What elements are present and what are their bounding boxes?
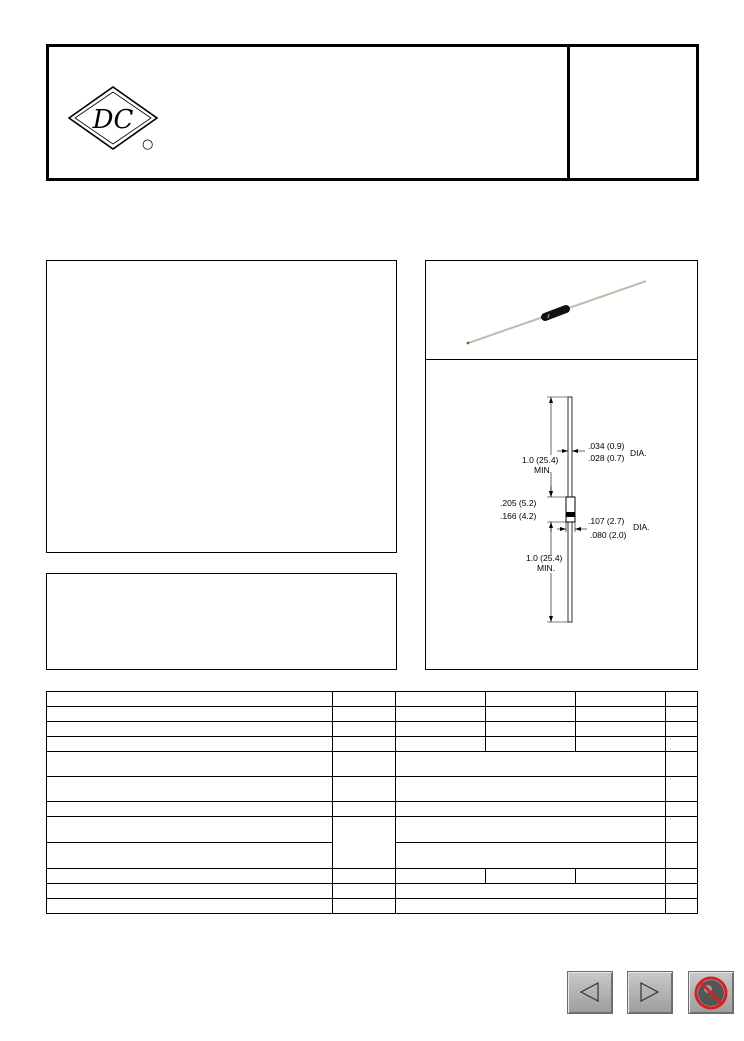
lead-min-bottom-label: MIN. [537, 563, 555, 573]
table-row [47, 869, 698, 884]
no-entry-icon [689, 972, 733, 1013]
logo-letters: DC [92, 105, 134, 135]
diode-image [460, 275, 660, 350]
registered-mark: ○ [142, 137, 154, 152]
table-row [47, 777, 698, 802]
header-divider [567, 44, 570, 181]
body-dia-max-label: .107 (2.7) [588, 516, 625, 526]
mechanical-data-box [46, 573, 397, 670]
lead-dia-min-label: .028 (0.7) [588, 453, 625, 463]
table-row [47, 752, 698, 777]
table-row [47, 802, 698, 817]
table-row [47, 692, 698, 707]
table-row [47, 737, 698, 752]
table-row [47, 722, 698, 737]
table-row [47, 899, 698, 914]
lead-min-top-label: MIN. [534, 465, 552, 475]
previous-page-button[interactable] [567, 971, 613, 1014]
package-outline-drawing [425, 360, 698, 670]
next-page-button[interactable] [627, 971, 673, 1014]
body-dia-min-label: .080 (2.0) [590, 530, 627, 540]
company-logo [66, 84, 166, 152]
lead-dia-max-label: .034 (0.9) [588, 441, 625, 451]
triangle-left-icon [568, 972, 612, 1013]
features-box [46, 260, 397, 553]
body-length-min-label: .166 (4.2) [500, 511, 537, 521]
exit-button[interactable] [688, 971, 734, 1014]
body-dia-unit-label: DIA. [633, 522, 650, 532]
lead-length-top-label: 1.0 (25.4) [522, 455, 559, 465]
body-length-max-label: .205 (5.2) [500, 498, 537, 508]
ratings-table [46, 691, 698, 914]
table-row [47, 884, 698, 899]
table-row [47, 707, 698, 722]
triangle-right-icon [628, 972, 672, 1013]
lead-dia-unit-label: DIA. [630, 448, 647, 458]
lead-length-bottom-label: 1.0 (25.4) [526, 553, 563, 563]
table-row [47, 817, 698, 843]
